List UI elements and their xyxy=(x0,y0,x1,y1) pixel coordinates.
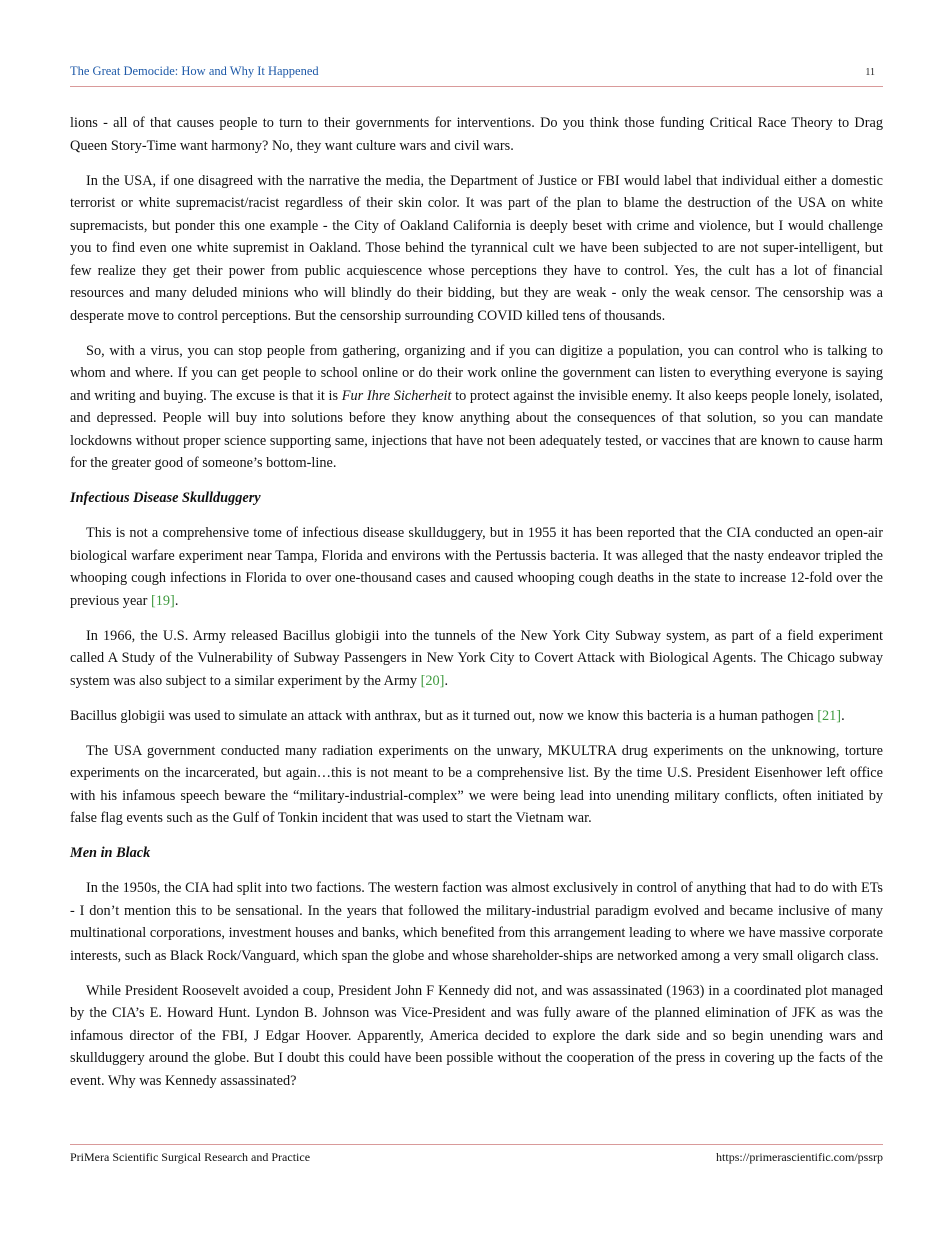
italic-phrase: Fur Ihre Sicherheit xyxy=(341,387,452,404)
paragraph-text: to protect against the invisible enemy. It also keeps people lonely, isolated, and depressed. People will buy into solutions before they know anything about the consequences of that solution, so you can mandate lockdowns without proper science supporting same, injections that have not been adequately tested, or vaccines that are known to cause harm for the greater good of someone’s bottom-line. xyxy=(70,387,883,471)
paragraph: This is not a comprehensive tome of infectious disease skullduggery, but in 1955 it has been reported that the CIA conducted an open-air biological warfare experiment near Tampa, Florida and environs with the Pertussis bacteria. It was alleged that the nasty endeavor tripled the whooping cough infections in Florida to over one-thousand cases and caused whooping cough deaths in the state to increase 12-fold over the previous year [19]. xyxy=(70,525,883,609)
citation-link[interactable]: [19] xyxy=(151,592,175,609)
paragraph: The USA government conducted many radiation experiments on the unwary, MKULTRA drug experiments on the unknowing, torture experiments on the incarcerated, but again…this is not meant to be a comprehensive list. By the time U.S. President Eisenhower left office with his infamous speech beware the “military-industrial-complex” we were being lead into unending military conflicts, often initiated by false flag events such as the Gulf of Tonkin incident that was used to start the Vietnam war. xyxy=(70,742,883,826)
citation-link[interactable]: [21] xyxy=(817,707,842,724)
paragraph-text: Bacillus globigii was used to simulate an attack with anthrax, but as it turned out, now we know this bacteria is a human pathogen xyxy=(70,707,818,724)
citation-link[interactable]: [20] xyxy=(420,672,445,689)
paragraph: While President Roosevelt avoided a coup, President John F Kennedy did not, and was assassinated (1963) in a coordinated plot managed by the CIA’s E. Howard Hunt. Lyndon B. Johnson was Vice-President and was fully aware of the planned elimination of JFK as was the infamous director of the FBI, J Edgar Hoover. Apparently, America decided to explore the dark side and so begin unending wars and skullduggery around the globe. But I doubt this could have been possible without the cooperation of the press in covering up the facts of the event. Why was Kennedy assassinated? xyxy=(70,982,883,1089)
paragraph: lions - all of that causes people to turn to their governments for interventions. Do you think those funding Critical Race Theory to Drag Queen Story-Time want harmony? No, they want culture wars and civil wars. xyxy=(70,115,883,154)
page-number: 11 xyxy=(865,67,875,78)
header-title: The Great Democide: How and Why It Happened xyxy=(70,64,319,78)
journal-url[interactable]: https://primerascientific.com/pssrp xyxy=(716,1150,883,1164)
paragraph-text: This is not a comprehensive tome of infectious disease skullduggery, but in 1955 it has been reported that the CIA conducted an open-air biological warfare experiment near Tampa, Florida and environs with the Pertussis bacteria. It was alleged that the nasty endeavor tripled the whooping cough infections in Florida to over one-thousand cases and caused whooping cough deaths in the state to increase 12-fold over the previous year xyxy=(70,525,883,609)
article-body xyxy=(70,112,883,1105)
running-footer xyxy=(70,1144,883,1169)
paragraph: Bacillus globigii was used to simulate an attack with anthrax, but as it turned out, now we know this bacteria is a human pathogen [21]. xyxy=(70,707,845,724)
paragraph: In the 1950s, the CIA had split into two factions. The western faction was almost exclusively in control of anything that had to do with ETs - I don’t mention this to be sensational. In the years that followed the military-industrial paradigm evolved and became inclusive of many multinational corporations, investment houses and banks, which benefited from this arrangement leading to where we have massive corporate interests, such as Black Rock/Vanguard, which span the globe and whose shareholder-ships are networked among a very small oligarch class. xyxy=(70,880,883,964)
running-header xyxy=(70,64,883,87)
paragraph: In 1966, the U.S. Army released Bacillus globigii into the tunnels of the New York City Subway system, as part of a field experiment called A Study of the Vulnerability of Subway Passengers in New York City to Covert Attack with Biological Agents. The Chicago subway system was also subject to a similar experiment by the Army [20]. xyxy=(70,627,883,689)
paragraph xyxy=(70,340,883,475)
paragraph-text: So, with a virus, you can stop people from gathering, organizing and if you can digitize a population, you can control who is talking to whom and where. If you can get people to school online or do their work online the government can listen to everything everyone is saying and writing and buying. The excuse is that it is xyxy=(70,342,883,404)
paragraph: In the USA, if one disagreed with the narrative the media, the Department of Justice or FBI would label that individual either a domestic terrorist or white supremacist/racist regardless of their skin color. It was part of the plan to blame the destruction of the USA on white supremacists, but ponder this one example - the City of Oakland California is deeply beset with crime and violence, but I would challenge you to find even one white supremist in Oakland. Those behind the tyrannical cult we have been subjected to are not super-intelligent, but few realize they get their power from public acquiescence whose perceptions they have to control. Yes, the cult has a lot of financial resources and many deluded minions who will blindly do their bidding, but they are weak - only the weak censor. The censorship was a desperate move to control perceptions. But the censorship surrounding COVID killed tens of thousands. xyxy=(70,172,883,324)
journal-name: PriMera Scientific Surgical Research and Practice xyxy=(70,1150,311,1164)
paragraph-text: In 1966, the U.S. Army released Bacillus globigii into the tunnels of the New York City Subway system, as part of a field experiment called A Study of the Vulnerability of Subway Passengers in New York City to Covert Attack with Biological Agents. The Chicago subway system was also subject to a similar experiment by the Army xyxy=(70,627,883,689)
section-heading: Infectious Disease Skullduggery xyxy=(70,490,261,506)
section-heading: Men in Black xyxy=(70,845,151,861)
